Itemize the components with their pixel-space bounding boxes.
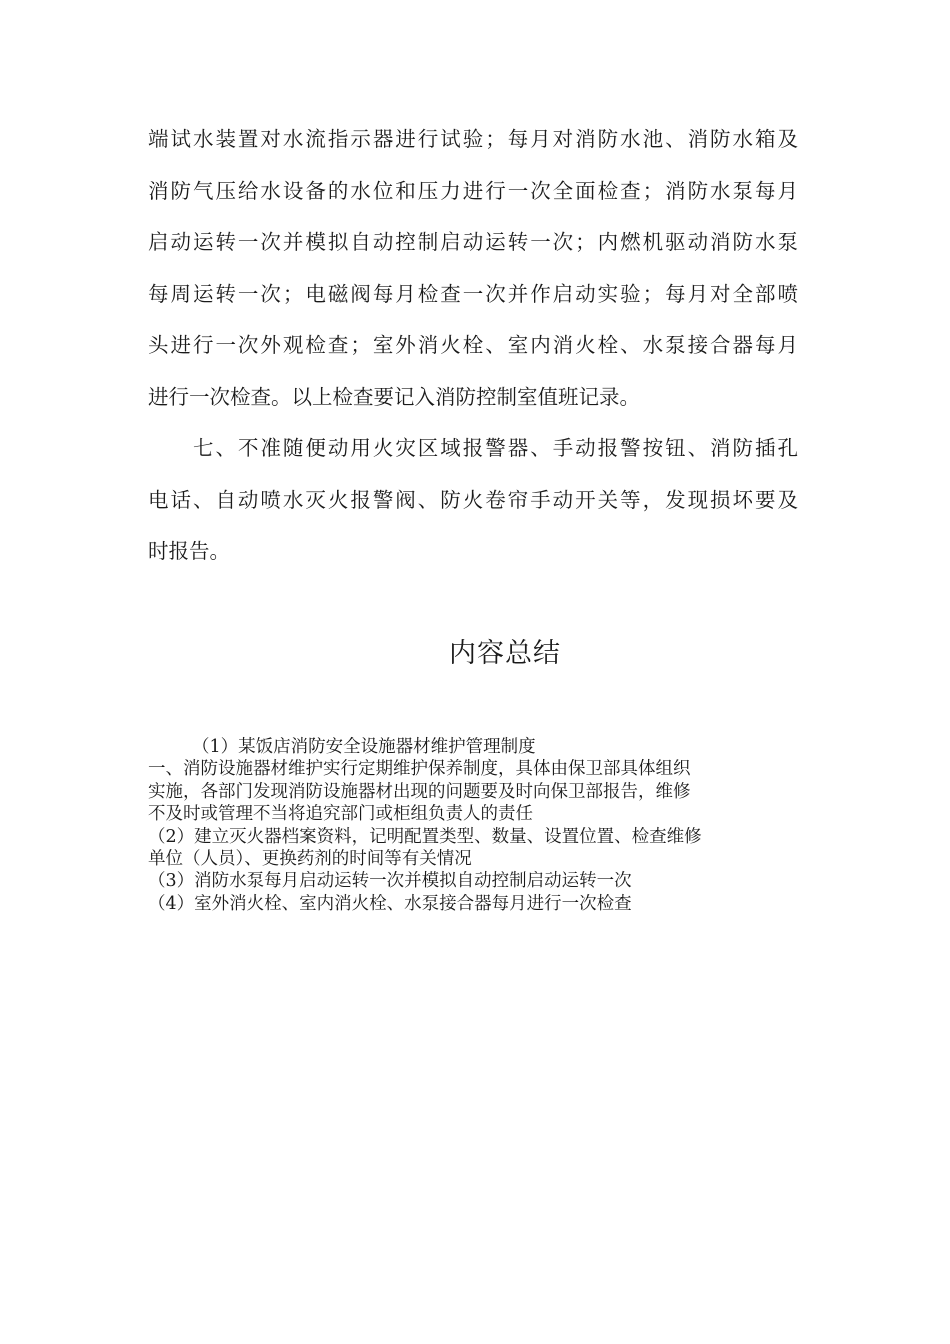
body-text bbox=[148, 114, 798, 578]
body-line: 端试水装置对水流指示器进行试验；每月对消防水池、消防水箱及 bbox=[148, 127, 798, 151]
body-line: 消防气压给水设备的水位和压力进行一次全面检查；消防水泵每月 bbox=[148, 178, 798, 203]
body-line: 头进行一次外观检查；室外消火栓、室内消火栓、水泵接合器每月 bbox=[148, 333, 798, 357]
summary-title: 内容总结 bbox=[449, 638, 561, 669]
body-line: 进行一次检查。以上检查要记入消防控制室值班记录。 bbox=[148, 384, 640, 409]
summary-list bbox=[148, 736, 808, 915]
summary-line: 一、消防设施器材维护实行定期维护保养制度，具体由保卫部具体组织 bbox=[148, 759, 691, 780]
body-line: 七、不准随便动用火灾区域报警器、手动报警按钮、消防插孔 bbox=[193, 436, 798, 460]
summary-line: 不及时或管理不当将追究部门或柜组负责人的责任 bbox=[148, 804, 533, 825]
summary-line: （1）某饭店消防安全设施器材维护管理制度 bbox=[192, 737, 536, 757]
summary-line: （4）室外消火栓、室内消火栓、水泵接合器每月进行一次检查 bbox=[148, 893, 632, 914]
body-line: 时报告。 bbox=[148, 539, 230, 563]
body-line: 电话、自动喷水灭火报警阀、防火卷帘手动开关等，发现损坏要及 bbox=[148, 487, 798, 512]
summary-line: 实施，各部门发现消防设施器材出现的问题要及时向保卫部报告，维修 bbox=[148, 781, 691, 802]
summary-line: （3）消防水泵每月启动运转一次并模拟自动控制启动运转一次 bbox=[148, 871, 632, 892]
body-line: 启动运转一次并模拟自动控制启动运转一次；内燃机驱动消防水泵 bbox=[148, 230, 798, 254]
summary-line: 单位（人员）、更换药剂的时间等有关情况 bbox=[148, 849, 472, 870]
body-line: 每周运转一次；电磁阀每月检查一次并作启动实验；每月对全部喷 bbox=[148, 281, 798, 306]
summary-line: （2）建立灭火器档案资料，记明配置类型、数量、设置位置、检查维修 bbox=[148, 826, 702, 847]
